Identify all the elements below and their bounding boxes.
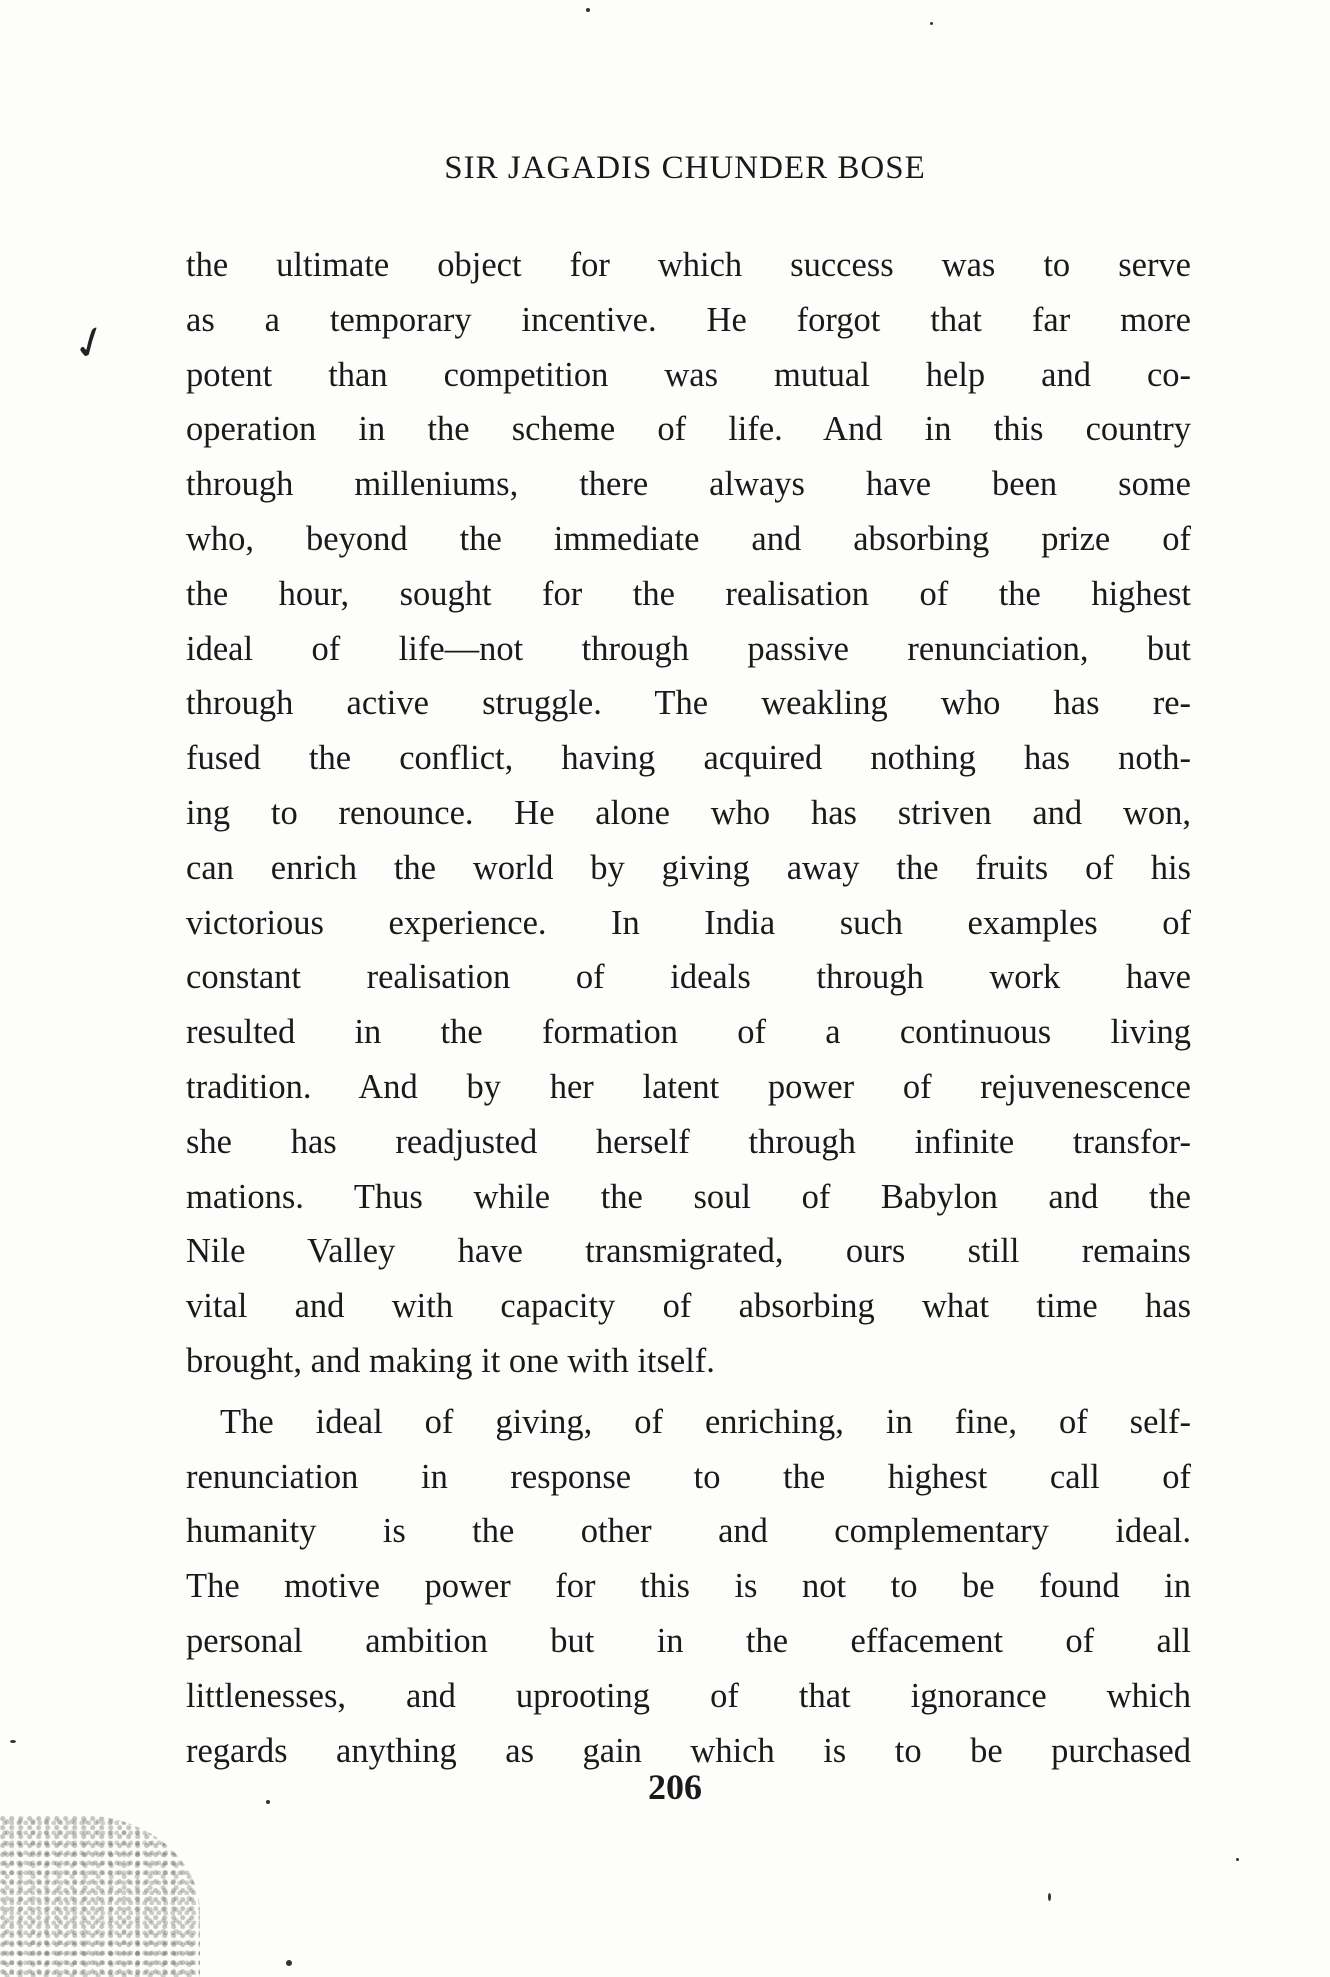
scan-speck (586, 8, 590, 12)
text-line: tradition. And by her latent power of rejuvenescence (186, 1067, 1191, 1106)
text-line: The ideal of giving, of enriching, in fine, of self- (220, 1402, 1191, 1441)
text-line: humanity is the other and complementary ideal. (186, 1512, 1191, 1551)
text-line: renunciation in response to the highest call of (186, 1457, 1191, 1496)
text-line: ing to renounce. He alone who has striven and won, (186, 793, 1191, 832)
scan-speck (10, 1740, 16, 1743)
text-line: fused the conflict, having acquired nothing has noth- (186, 739, 1191, 778)
text-line: the hour, sought for the realisation of the highest (186, 574, 1191, 613)
text-line: resulted in the formation of a continuous living (186, 1013, 1191, 1052)
scan-speck (930, 22, 933, 25)
paragraph-1 (186, 238, 1191, 1389)
text-line: brought, and making it one with itself. (186, 1341, 715, 1380)
scan-speck (266, 1800, 270, 1804)
text-line: through milleniums, there always have been some (186, 465, 1191, 504)
scan-speck (1048, 1893, 1051, 1901)
margin-check-mark: ✓ (64, 314, 117, 373)
text-line: mations. Thus while the soul of Babylon and the (186, 1177, 1191, 1216)
body-text (186, 238, 1191, 1778)
text-line: The motive power for this is not to be found in (186, 1567, 1191, 1606)
text-line: ideal of life—not through passive renunciation, but (186, 629, 1191, 668)
text-line: Nile Valley have transmigrated, ours still remains (186, 1232, 1191, 1271)
running-head: SIR JAGADIS CHUNDER BOSE (444, 150, 926, 186)
text-line: regards anything as gain which is to be purchased (186, 1731, 1191, 1770)
text-line: through active struggle. The weakling who has re- (186, 684, 1191, 723)
text-line: operation in the scheme of life. And in this country (186, 410, 1191, 449)
page-number: 206 (648, 1767, 702, 1807)
text-line: personal ambition but in the effacement of all (186, 1621, 1191, 1660)
paragraph-2 (186, 1395, 1191, 1779)
scan-speck (1236, 1858, 1239, 1861)
text-line: potent than competition was mutual help and co- (186, 355, 1191, 394)
scan-speck (286, 1960, 292, 1966)
text-line: can enrich the world by giving away the fruits of his (186, 848, 1191, 887)
text-line: as a temporary incentive. He forgot that far more (186, 300, 1191, 339)
text-line: constant realisation of ideals through work have (186, 958, 1191, 997)
text-line: vital and with capacity of absorbing what time has (186, 1287, 1191, 1326)
text-line: victorious experience. In India such examples of (186, 903, 1191, 942)
text-line: who, beyond the immediate and absorbing prize of (186, 519, 1191, 558)
scan-noise-blotch (0, 1815, 200, 1977)
text-line: she has readjusted herself through infinite transfor- (186, 1122, 1191, 1161)
text-line: littlenesses, and uprooting of that ignorance which (186, 1676, 1191, 1715)
text-line: the ultimate object for which success was to serve (186, 246, 1191, 284)
